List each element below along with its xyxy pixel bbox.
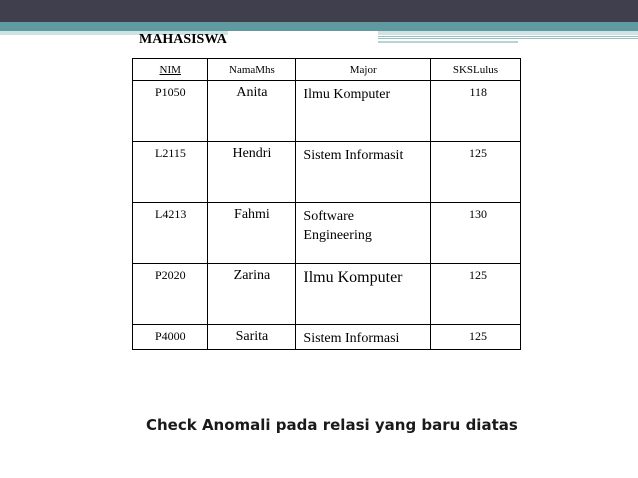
- table-row: [133, 142, 521, 203]
- cell-major: Sistem Informasit: [296, 142, 431, 203]
- table-header-row: [133, 59, 521, 81]
- table-row: [133, 325, 521, 350]
- cell-nim: P1050: [133, 81, 208, 142]
- cell-major: Sistem Informasi: [296, 325, 431, 350]
- table-row: [133, 203, 521, 264]
- cell-namamhs: Hendri: [208, 142, 296, 203]
- cell-skslulus: 125: [430, 264, 520, 325]
- header-decorative-line-short: [378, 41, 518, 43]
- table-title: MAHASISWA: [139, 32, 227, 47]
- header-decorative-lines: [378, 36, 638, 39]
- header-dark-bar: [0, 0, 638, 22]
- footer-caption: Check Anomali pada relasi yang baru diatas: [146, 416, 518, 434]
- header-light-stripe-right: [378, 31, 638, 35]
- cell-namamhs: Sarita: [208, 325, 296, 350]
- header-namamhs: NamaMhs: [208, 59, 296, 81]
- mahasiswa-table: [132, 58, 521, 350]
- header-skslulus: SKSLulus: [430, 59, 520, 81]
- cell-namamhs: Fahmi: [208, 203, 296, 264]
- cell-major: Ilmu Komputer: [296, 81, 431, 142]
- cell-skslulus: 125: [430, 325, 520, 350]
- header-major: Major: [296, 59, 431, 81]
- cell-skslulus: 125: [430, 142, 520, 203]
- cell-skslulus: 130: [430, 203, 520, 264]
- cell-major: Software Engineering: [296, 203, 431, 264]
- cell-nim: P4000: [133, 325, 208, 350]
- header-teal-bar: [0, 22, 638, 31]
- cell-namamhs: Zarina: [208, 264, 296, 325]
- cell-nim: L4213: [133, 203, 208, 264]
- cell-skslulus: 118: [430, 81, 520, 142]
- header-nim: [133, 59, 208, 81]
- cell-nim: L2115: [133, 142, 208, 203]
- cell-namamhs: Anita: [208, 81, 296, 142]
- header-nim-label: NIM: [159, 63, 181, 76]
- table-row: [133, 81, 521, 142]
- cell-nim: P2020: [133, 264, 208, 325]
- table-row: [133, 264, 521, 325]
- cell-major: Ilmu Komputer: [296, 264, 431, 325]
